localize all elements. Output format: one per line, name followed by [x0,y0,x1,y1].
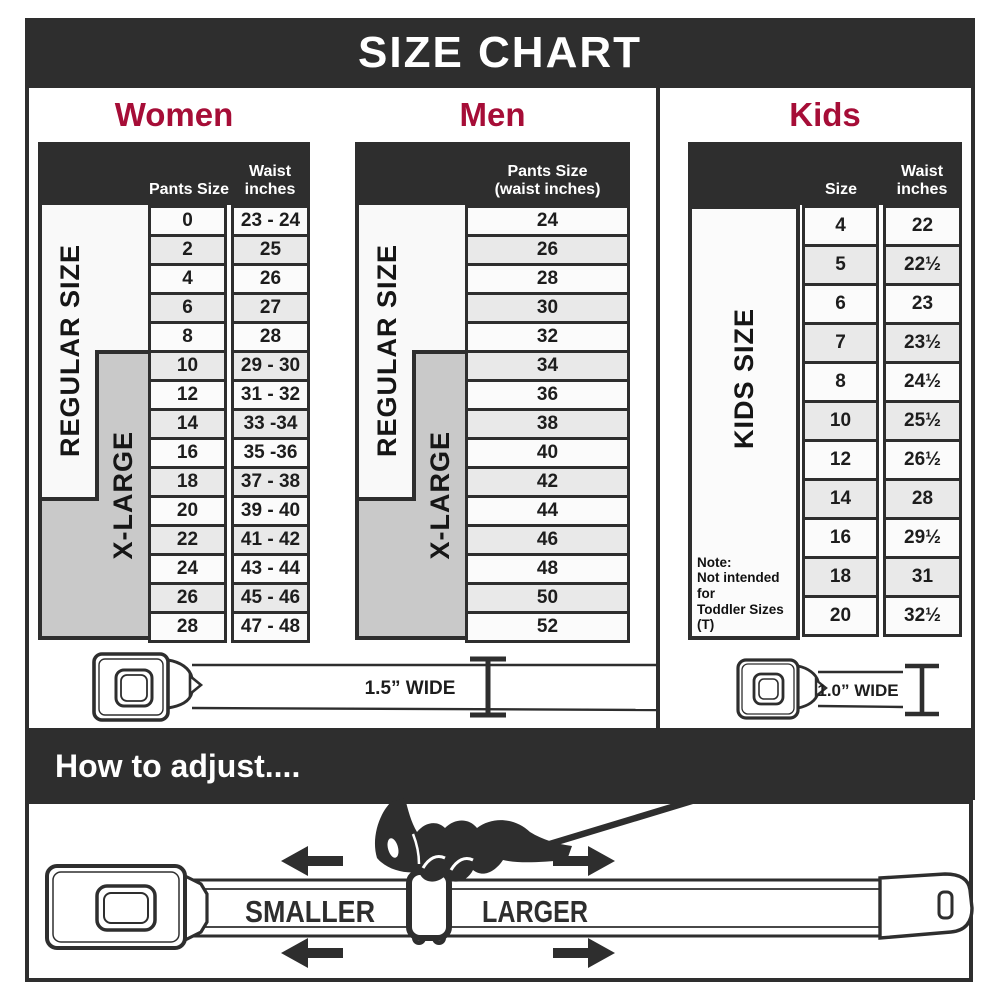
table-row [148,408,310,440]
table-cell: 52 [465,611,630,643]
table-cell: 23 - 24 [231,205,310,237]
kids-size-label: KIDS SIZE [728,308,759,450]
table-row [802,478,962,520]
table-cell: 33 -34 [231,408,310,440]
table-cell: 34 [465,350,630,382]
belt-adjuster [409,872,449,938]
table-row [148,466,310,498]
table-cell: 46 [465,524,630,556]
table-cell: 43 - 44 [231,553,310,585]
table-cell: 26½ [883,439,962,481]
table-cell: 12 [148,379,227,411]
size-chart-header [25,18,975,88]
table-cell: 28 [465,263,630,295]
table-cell: 26 [231,263,310,295]
men-table-header [355,142,630,205]
table-cell: 37 - 38 [231,466,310,498]
table-cell: 16 [148,437,227,469]
table-row [465,437,630,469]
main-box-left-border [25,88,29,732]
table-cell: 4 [148,263,227,295]
table-cell: 24 [148,553,227,585]
table-cell: 14 [148,408,227,440]
table-cell: 27 [231,292,310,324]
kids-rows [802,205,962,637]
table-cell: 7 [802,322,879,364]
table-row [148,553,310,585]
table-cell: 40 [465,437,630,469]
table-row [465,495,630,527]
table-cell: 28 [231,321,310,353]
kids-belt-illustration [725,648,975,728]
table-cell: 29½ [883,517,962,559]
table-row [465,379,630,411]
table-cell: 4 [802,205,879,247]
table-cell: 14 [802,478,879,520]
table-cell: 25 [231,234,310,266]
table-cell: 31 [883,556,962,598]
kids-table-header [688,142,962,205]
men-rows [465,205,630,643]
adult-belt-illustration [80,646,660,730]
table-row [148,205,310,237]
smaller-label: SMALLER [245,894,375,929]
table-row [465,205,630,237]
how-to-adjust-header [25,732,975,800]
table-cell: 12 [802,439,879,481]
table-cell: 10 [148,350,227,382]
women-xlarge-label: X-LARGE [108,430,138,560]
table-row [465,234,630,266]
table-row [148,321,310,353]
table-cell: 26 [148,582,227,614]
table-cell: 42 [465,466,630,498]
women-size-category-column [38,205,148,640]
larger-label: LARGER [482,894,588,929]
table-cell: 8 [802,361,879,403]
kids-belt-width-label: 1.0” WIDE [817,681,899,700]
table-cell: 25½ [883,400,962,442]
table-cell: 6 [802,283,879,325]
table-cell: 10 [802,400,879,442]
women-regular-size-label: REGULAR SIZE [55,244,85,458]
table-row [802,595,962,637]
table-row [802,322,962,364]
table-row [802,400,962,442]
table-cell: 5 [802,244,879,286]
table-cell: 32½ [883,595,962,637]
table-cell: 35 -36 [231,437,310,469]
table-cell: 0 [148,205,227,237]
kids-size-col-header: Size [824,181,857,199]
women-waist-header: Waist inches [244,163,296,199]
table-cell: 20 [802,595,879,637]
table-cell: 23 [883,283,962,325]
table-row [802,439,962,481]
women-pants-size-header: Pants Size [148,181,230,199]
table-cell: 28 [148,611,227,643]
table-row [465,350,630,382]
table-cell: 39 - 40 [231,495,310,527]
table-row [465,466,630,498]
table-cell: 41 - 42 [231,524,310,556]
table-cell: 36 [465,379,630,411]
table-cell: 2 [148,234,227,266]
table-row [148,611,310,643]
main-box-right-border [971,88,975,732]
table-row [148,437,310,469]
belt-tip [880,874,972,938]
table-cell: 6 [148,292,227,324]
table-row [148,292,310,324]
table-row [802,244,962,286]
table-cell: 22½ [883,244,962,286]
table-row [802,283,962,325]
men-regular-size-label: REGULAR SIZE [372,244,402,458]
women-size-table [38,142,310,640]
width-measure-icon [905,666,939,714]
table-cell: 24 [465,205,630,237]
table-row [148,524,310,556]
table-row [148,263,310,295]
table-row [148,582,310,614]
men-size-category-column [355,205,465,640]
men-section-title: Men [459,96,526,133]
men-xlarge-label: X-LARGE [425,430,455,560]
table-cell: 47 - 48 [231,611,310,643]
women-rows [148,205,310,643]
table-cell: 22 [883,205,962,247]
table-row [148,379,310,411]
table-cell: 16 [802,517,879,559]
width-measure-icon [470,659,506,715]
panel-divider [656,88,660,732]
table-cell: 30 [465,292,630,324]
women-table-header [38,142,310,205]
kids-note: Note: Not intended for Toddler Sizes (T) [697,554,784,633]
table-cell: 24½ [883,361,962,403]
table-row [148,495,310,527]
table-cell: 50 [465,582,630,614]
table-row [465,408,630,440]
table-row [802,517,962,559]
table-row [465,524,630,556]
men-size-table [355,142,630,640]
table-cell: 32 [465,321,630,353]
table-row [465,263,630,295]
kids-waist-header: Waist inches [896,163,948,199]
table-row [148,350,310,382]
table-row [802,556,962,598]
table-row [465,321,630,353]
table-cell: 20 [148,495,227,527]
table-row [148,234,310,266]
table-row [802,361,962,403]
adjustment-illustration [25,798,975,988]
table-row [465,611,630,643]
table-cell: 8 [148,321,227,353]
table-row [465,292,630,324]
table-cell: 45 - 46 [231,582,310,614]
buckle-latch [168,660,192,708]
how-to-adjust-title: How to adjust.... [55,747,301,784]
table-cell: 28 [883,478,962,520]
table-cell: 38 [465,408,630,440]
table-cell: 29 - 30 [231,350,310,382]
buckle-latch [185,876,207,940]
table-cell: 18 [148,466,227,498]
table-cell: 31 - 32 [231,379,310,411]
kids-size-table [688,142,962,640]
kids-section-title: Kids [789,96,861,133]
table-row [465,553,630,585]
table-cell: 44 [465,495,630,527]
table-cell: 26 [465,234,630,266]
adult-belt-width-label: 1.5” WIDE [364,678,456,699]
table-cell: 48 [465,553,630,585]
table-row [465,582,630,614]
table-cell: 18 [802,556,879,598]
table-row [802,205,962,247]
kids-size-category-column [688,205,800,640]
women-section-title: Women [114,96,234,133]
table-cell: 23½ [883,322,962,364]
table-cell: 22 [148,524,227,556]
page-title: SIZE CHART [358,28,642,77]
men-pants-size-header: Pants Size (waist inches) [494,163,601,199]
